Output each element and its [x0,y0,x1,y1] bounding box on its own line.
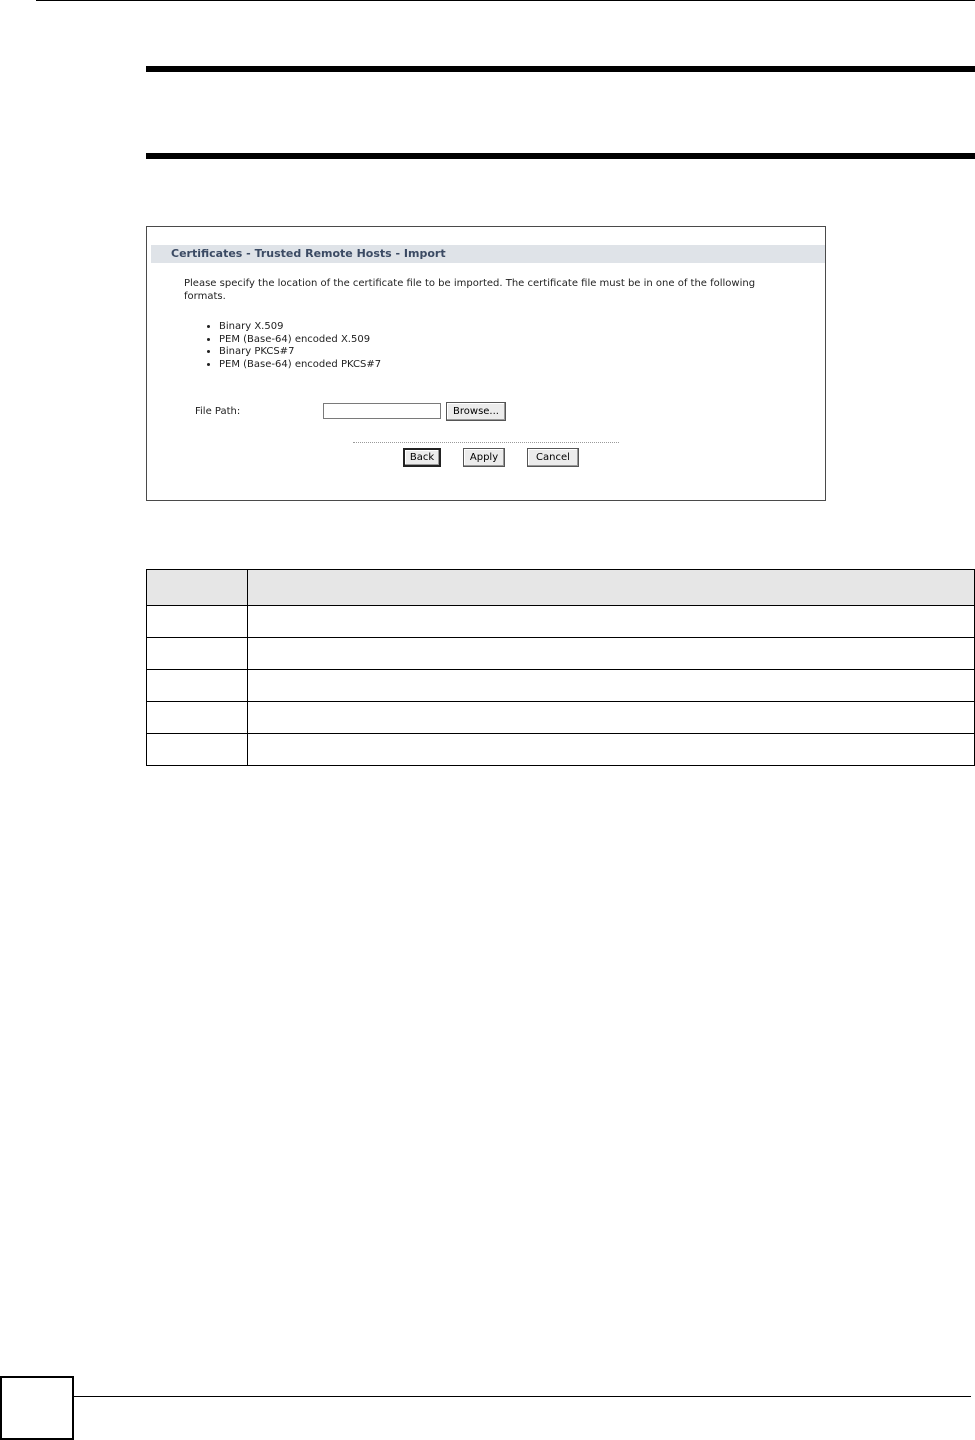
table-cell [147,670,248,702]
browse-button[interactable]: Browse... [446,402,506,421]
back-button[interactable]: Back [403,448,441,467]
table-cell [248,606,975,638]
divider [353,442,619,443]
table-cell [248,702,975,734]
file-path-label: File Path: [195,406,241,417]
table-cell [248,638,975,670]
format-item: • Binary PKCS#7 [219,346,381,359]
format-list [195,321,381,371]
table-row [147,606,975,638]
figure-heading-bar-top [146,66,975,72]
table-row [147,670,975,702]
table-cell [248,670,975,702]
header-cell-description [248,570,975,606]
table-row [147,702,975,734]
table-cell [147,702,248,734]
table-header-row [147,570,975,606]
table-row [147,638,975,670]
table-cell [248,734,975,766]
header-rule [36,0,975,1]
table-cell [147,638,248,670]
page-number-box [0,1376,74,1440]
file-path-input[interactable] [323,403,441,419]
format-item: • PEM (Base-64) encoded PKCS#7 [219,359,381,372]
header-cell-label [147,570,248,606]
table-row [147,734,975,766]
figure-heading-bar-bottom [146,153,975,159]
apply-button[interactable]: Apply [463,448,505,467]
import-screen [146,226,826,501]
field-description-table [146,569,975,766]
footer-rule [74,1396,971,1397]
table-cell [147,734,248,766]
screen-title: Certificates - Trusted Remote Hosts - Import [151,245,825,263]
table-cell [147,606,248,638]
format-item: • Binary X.509 [219,321,381,334]
cancel-button[interactable]: Cancel [527,448,579,467]
intro-text: Please specify the location of the certificate file to be imported. The certificate file must be in one of the following formats. [184,278,756,302]
format-item: • PEM (Base-64) encoded X.509 [219,334,381,347]
